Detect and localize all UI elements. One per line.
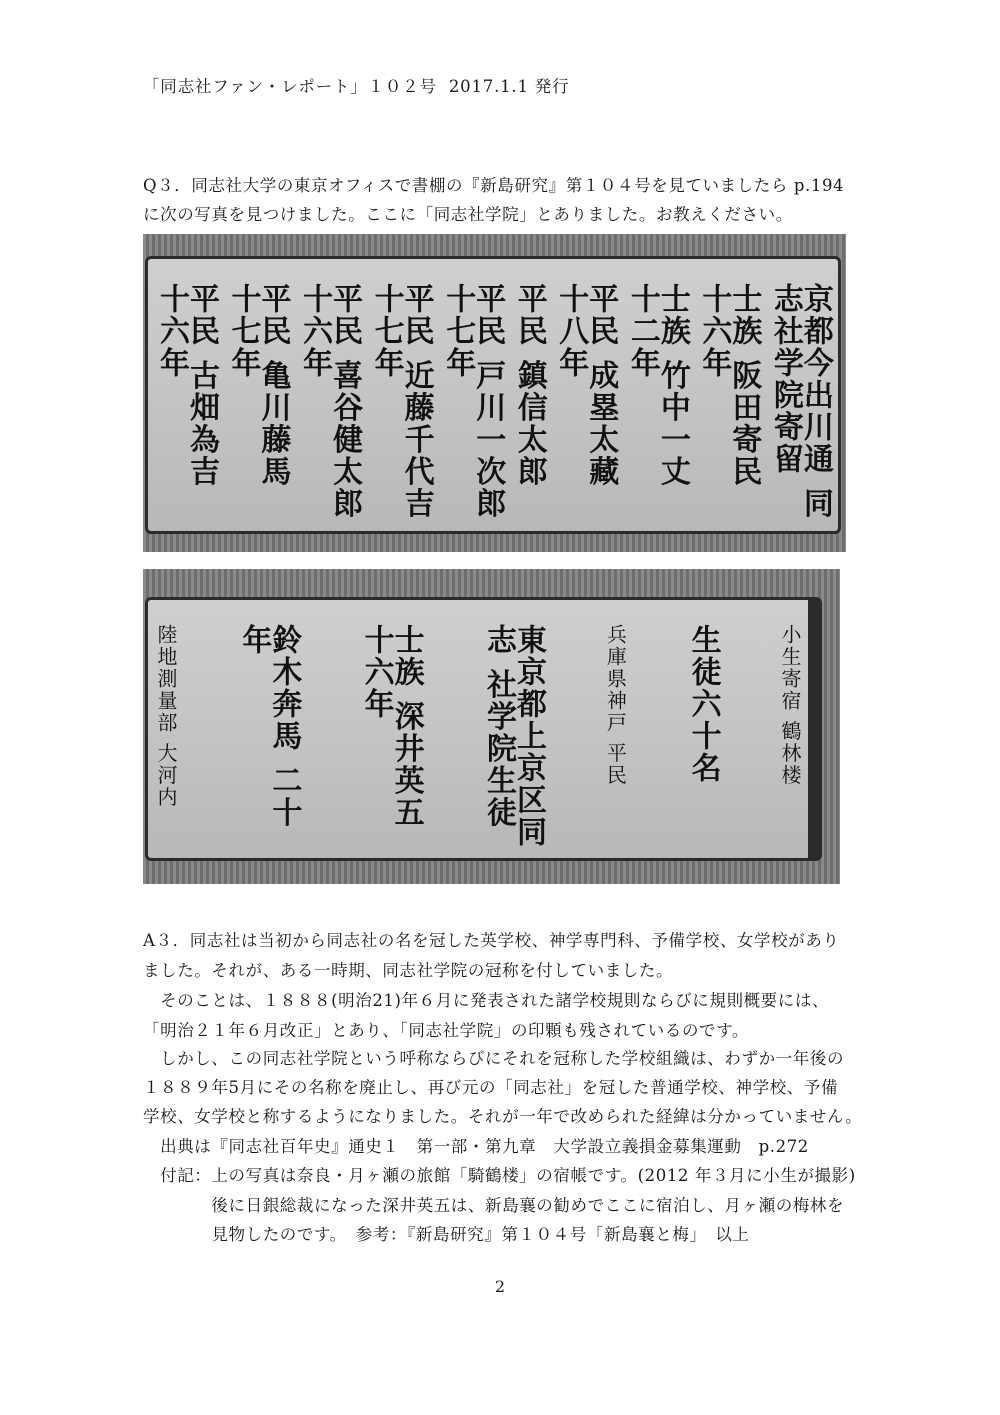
calligraphy-column: 平民 喜谷健太郎 十六年 [297, 283, 363, 520]
answer-line-4: 「明治２１年６月改正」とあり、「同志社学院」の印顆も残されているのです。 [143, 1021, 750, 1040]
answer-line-6: １８８９年5月にその名称を廃止し、再び元の「同志社」を冠した普通学校、神学校、予備 [143, 1078, 839, 1097]
calligraphy-column: 鈴木奔馬 二十年 [236, 624, 302, 829]
calligraphy-column: 東京都上京区同志 社学院生徒 [480, 624, 546, 848]
document-header [143, 76, 569, 98]
source-citation: 出典は『同志社百年史』通史１ 第一部・第九章 大学設立義損金募集運動 p.272 [143, 1137, 809, 1156]
question-line-1: Q３．同志社大学の東京オフィスで書棚の『新島研究』第１０４号を見ていましたら p.194 [143, 176, 845, 195]
calligraphy-column: 平民 亀川藤馬 十七年 [225, 283, 291, 488]
calligraphy-column: 士族 阪田寄民 十六年 [696, 283, 762, 488]
question-line-2: に次の写真を見つけました。ここに「同志社学院」とありました。お教えください。 [143, 205, 793, 224]
register-page [145, 256, 841, 534]
calligraphy-column: 平民 古畑為吉 十六年 [154, 283, 219, 488]
calligraphy-column: 生徒六十名 [685, 624, 721, 784]
calligraphy-column: 平民 戸川一次郎 十七年 [440, 283, 506, 520]
calligraphy-column: 陸地測量部 大河内 [154, 624, 178, 809]
calligraphy-column: 平民 近藤千代吉 十七年 [368, 283, 434, 520]
calligraphy-column: 平民 成塁太藏 十八年 [553, 283, 619, 488]
calligraphy-column: 小生寄宿 鶴林楼 [777, 624, 802, 787]
calligraphy-column: 士族 竹中一丈 十二年 [624, 283, 690, 488]
answer-line-1: A３．同志社は当初から同志社の名を冠した英学校、神学専門科、予備学校、女学校があり [143, 931, 840, 950]
calligraphy-column: 兵庫県神戸 平民 [603, 624, 628, 787]
calligraphy-column: 士族 深井英五 十六年 [358, 624, 424, 829]
calligraphy-column: 平民 鎮信太郎 [511, 283, 547, 488]
guestbook-photo-1 [143, 234, 846, 552]
answer-line-7: 学校、女学校と称するようになりました。それが一年で改められた経緯は分かっていません。 [143, 1107, 863, 1126]
register-page [145, 597, 822, 861]
guestbook-photo-2 [143, 569, 840, 884]
appendix-note-1: 付記：上の写真は奈良・月ヶ瀬の旅館「騎鶴楼」の宿帳です。(2012 年３月に小生が撮影) [143, 1166, 856, 1185]
calligraphy-column: 京都今出川通 同志社学院寄留 [767, 283, 833, 520]
publication-title: 「同志社ファン・レポート」１０２号 [143, 77, 437, 96]
answer-line-2: ました。それが、ある一時期、同志社学院の冠称を付していました。 [143, 961, 674, 980]
appendix-note-2: 後に日銀総裁になった深井英五は、新島襄の勧めでここに宿泊し、月ヶ瀬の梅林を [143, 1196, 845, 1215]
publication-date: 2017.1.1 発行 [448, 77, 570, 96]
page-number: 2 [494, 1277, 506, 1296]
appendix-note-3: 見物したのです。 参考：『新島研究』第１０４号「新島襄と梅」 以上 [143, 1225, 750, 1244]
answer-line-3: そのことは、１８８８(明治21)年６月に発表された諸学校規則ならびに規則概要には、 [143, 991, 830, 1010]
answer-line-5: しかし、この同志社学院という呼称ならびにそれを冠称した学校組織は、わずか一年後の [143, 1049, 845, 1068]
